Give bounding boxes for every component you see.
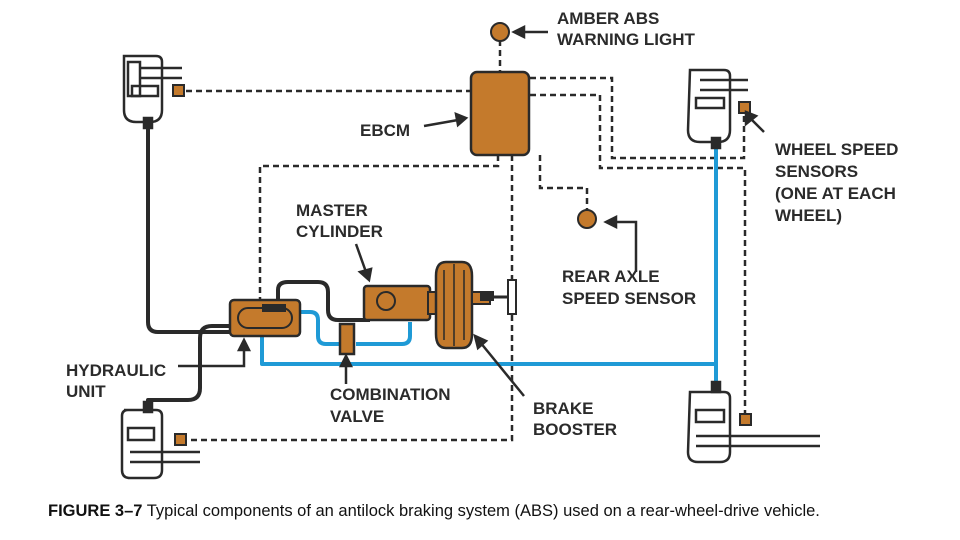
label-rear-axle-line1: REAR AXLE bbox=[562, 267, 660, 286]
label-master-cylinder-line1: MASTER bbox=[296, 201, 368, 220]
wheel-rear-right bbox=[688, 382, 820, 462]
label-hydraulic-unit bbox=[66, 361, 171, 401]
wire-rear-axle-sensor bbox=[540, 155, 587, 210]
label-combination-valve-line2: VALVE bbox=[330, 407, 385, 426]
label-wheel-speed-line3: (ONE AT EACH bbox=[775, 184, 896, 203]
label-master-cylinder-line2: CYLINDER bbox=[296, 222, 383, 241]
label-amber-abs-line2: WARNING LIGHT bbox=[557, 30, 695, 49]
line-blue-valve-to-master bbox=[356, 322, 410, 344]
label-wheel-speed-line1: WHEEL SPEED bbox=[775, 140, 899, 159]
rear-axle-sensor bbox=[578, 210, 596, 228]
master-cylinder bbox=[364, 286, 436, 320]
line-blue-main bbox=[262, 142, 716, 364]
line-blue-to-valve bbox=[296, 312, 340, 344]
label-brake-booster-line2: BOOSTER bbox=[533, 420, 618, 439]
figure-caption-text: Typical components of an antilock braking system (ABS) used on a rear-wheel-drive vehicle. bbox=[142, 502, 820, 520]
figure-caption bbox=[48, 502, 820, 521]
wheel-rear-left bbox=[122, 402, 200, 478]
combination-valve bbox=[340, 324, 354, 354]
label-hydraulic-unit-line2: UNIT bbox=[66, 382, 106, 401]
label-wheel-speed-line4: WHEEL) bbox=[775, 206, 843, 225]
label-rear-axle-line2: SPEED SENSOR bbox=[562, 289, 697, 308]
line-front-left bbox=[148, 122, 230, 332]
sensor-rear-left bbox=[175, 434, 186, 445]
label-hydraulic-unit-line1: HYDRAULIC bbox=[66, 361, 167, 380]
label-brake-booster bbox=[533, 399, 617, 439]
label-combination-valve-line1: COMBINATION bbox=[330, 385, 451, 404]
label-wheel-speed bbox=[775, 140, 903, 225]
ebcm-module bbox=[471, 72, 529, 155]
label-combination-valve bbox=[330, 385, 455, 426]
sensor-front-left bbox=[173, 85, 184, 96]
hydraulic-unit bbox=[230, 300, 300, 336]
label-wheel-speed-line2: SENSORS bbox=[775, 162, 859, 181]
figure-number: FIGURE 3–7 bbox=[48, 502, 143, 520]
sensor-rear-right bbox=[740, 414, 751, 425]
label-amber-abs-line1: AMBER ABS bbox=[557, 9, 660, 28]
label-rear-axle bbox=[562, 267, 696, 308]
electrical-wires bbox=[186, 40, 745, 440]
label-amber-abs bbox=[557, 9, 695, 49]
amber-abs-light bbox=[491, 23, 509, 41]
label-master-cylinder bbox=[296, 201, 383, 241]
label-ebcm: EBCM bbox=[360, 121, 411, 140]
label-brake-booster-line1: BRAKE bbox=[533, 399, 594, 418]
sensor-front-right bbox=[739, 102, 750, 113]
brake-lines-blue bbox=[248, 142, 716, 388]
